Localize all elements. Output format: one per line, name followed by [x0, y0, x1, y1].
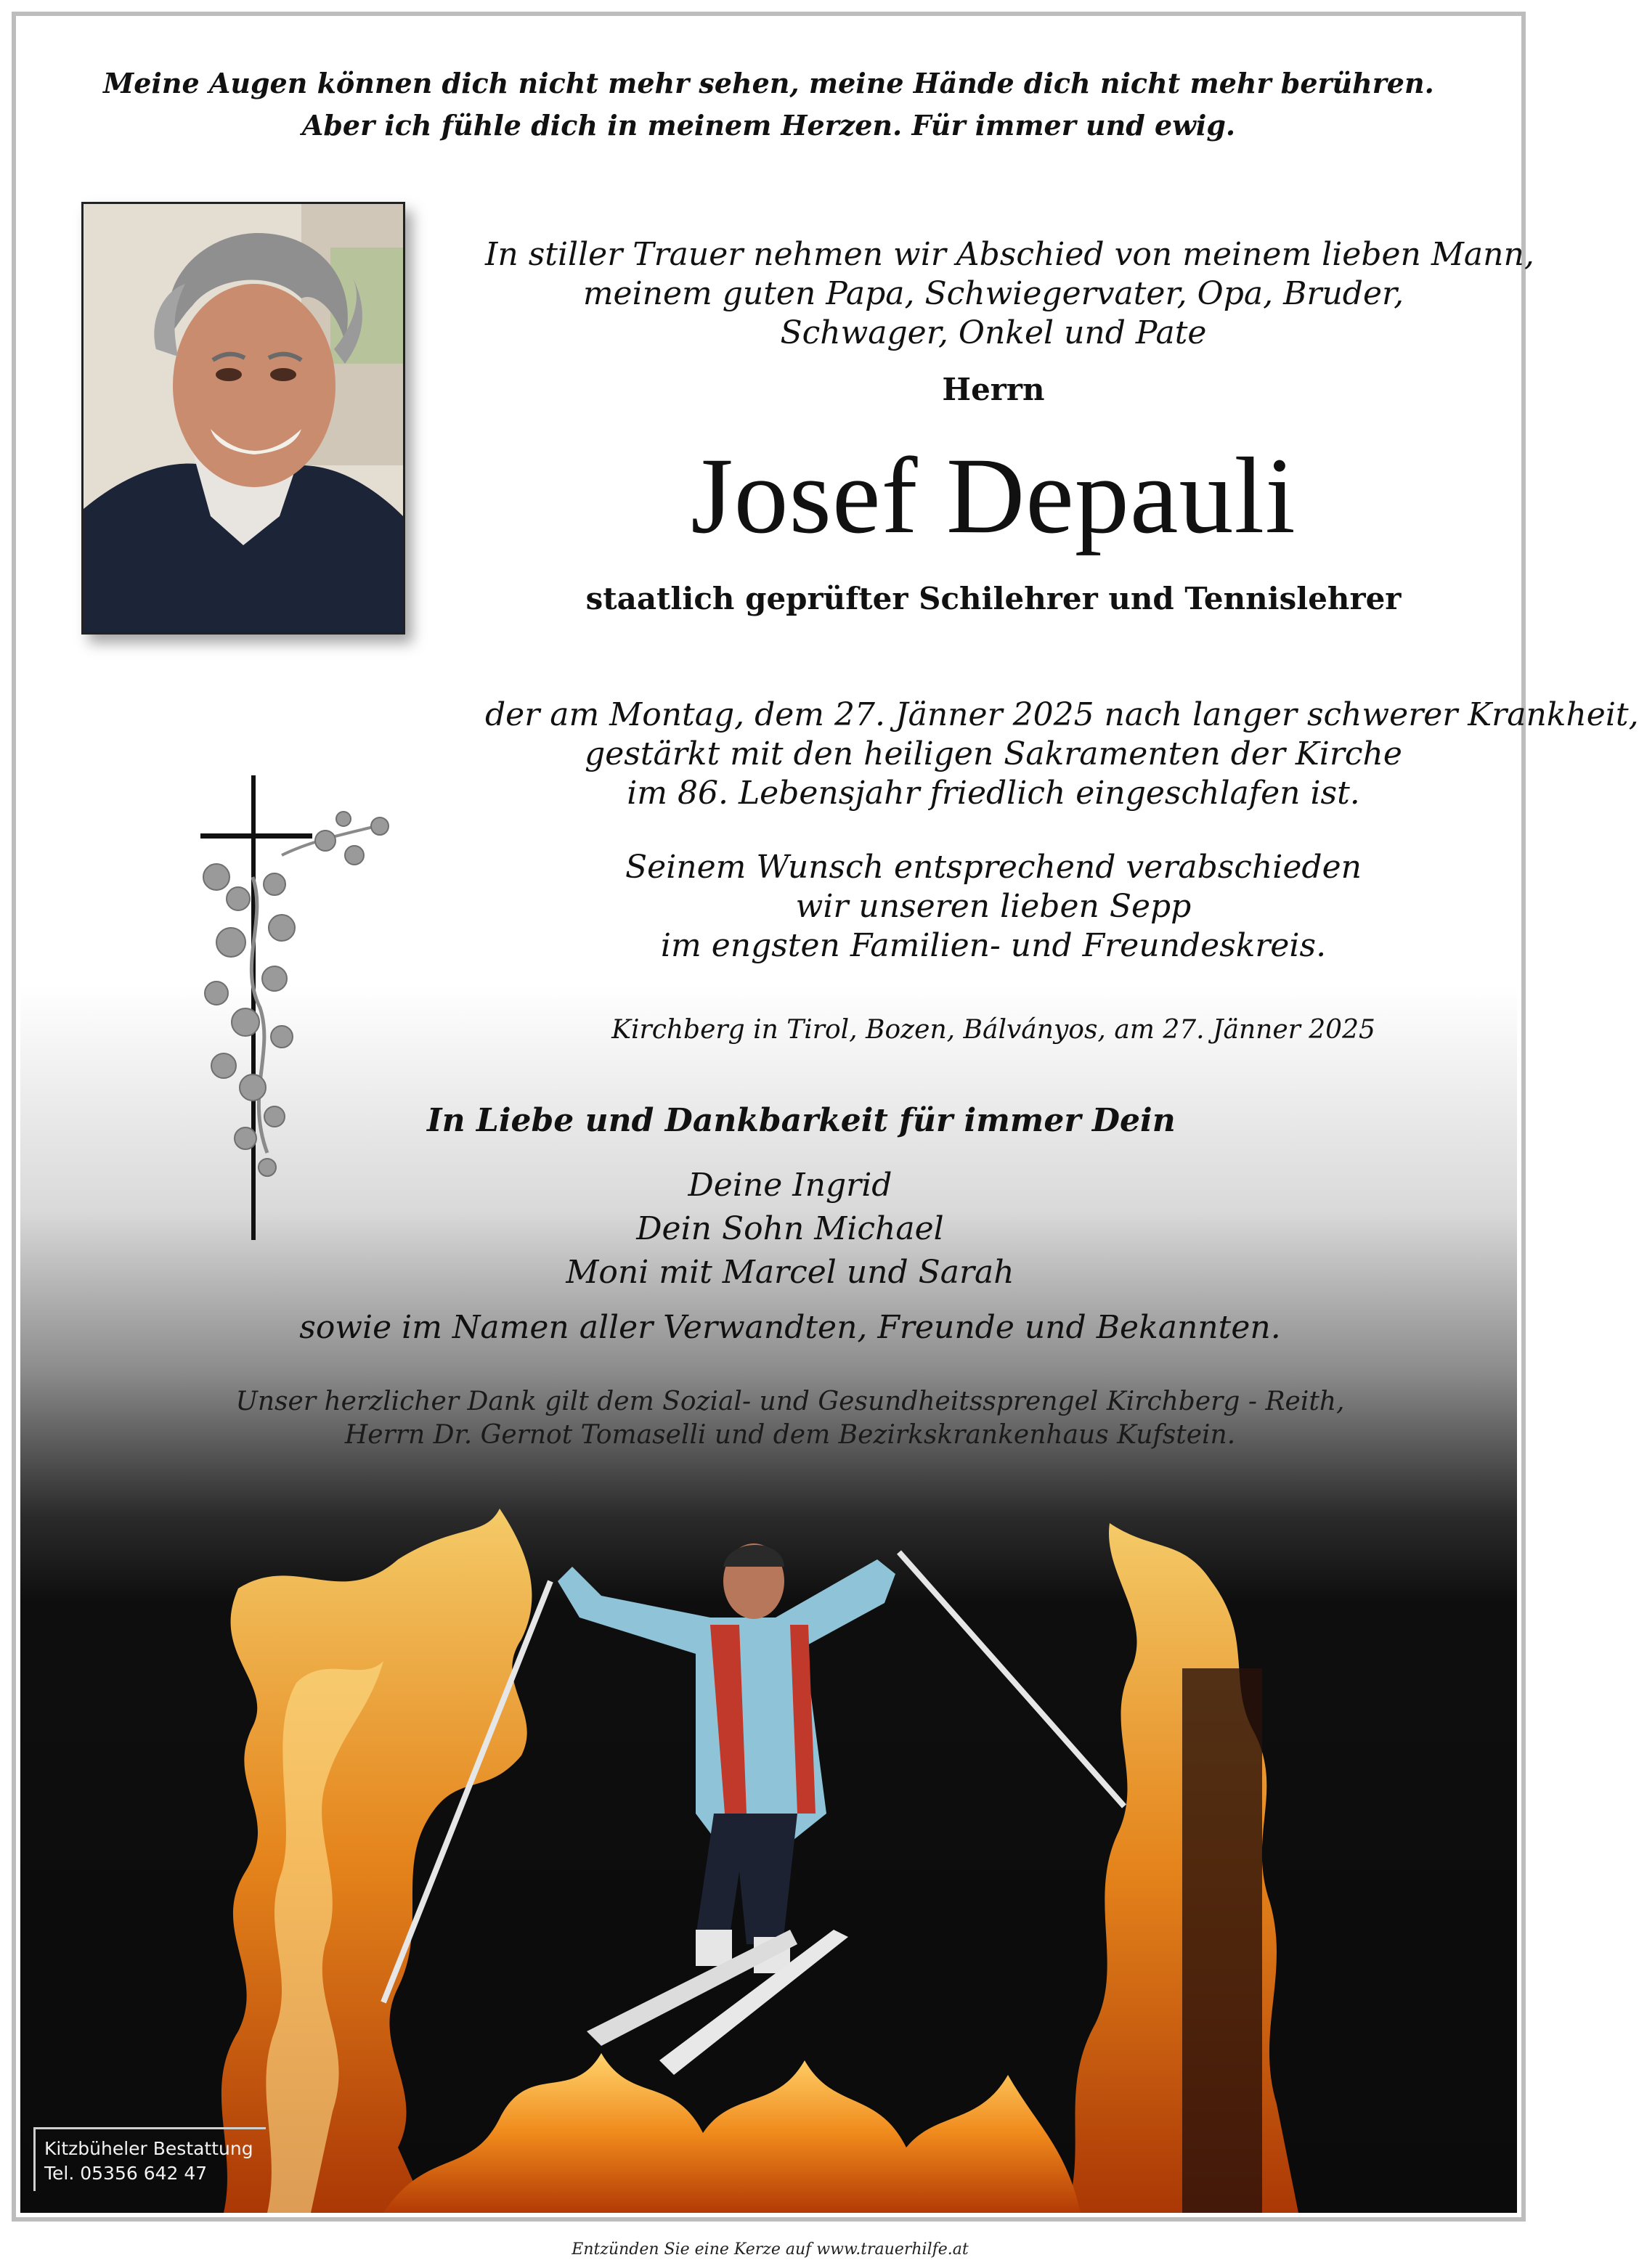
- intro-line: Schwager, Onkel und Pate: [780, 314, 1207, 351]
- place-date: Kirchberg in Tirol, Bozen, Bálványos, am 27. Jänner 2025: [611, 1015, 1375, 1045]
- thanks-line: Unser herzlicher Dank gilt dem Sozial- und Gesundheitssprengel Kirchberg - Reith,: [235, 1387, 1345, 1416]
- farewell-line: im engsten Familien- und Freundeskreis.: [660, 927, 1327, 964]
- portrait-photo: [81, 202, 405, 635]
- farewell-line: wir unseren lieben Sepp: [795, 888, 1192, 925]
- family-member: Deine Ingrid: [688, 1167, 892, 1204]
- ski-fire-photo: [20, 1494, 1517, 2213]
- death-line: im 86. Lebensjahr friedlich eingeschlafen ist.: [627, 775, 1360, 812]
- motto-line: Meine Augen können dich nicht mehr sehen, meine Hände dich nicht mehr berühren.: [103, 67, 1434, 99]
- salutation: Herrn: [942, 372, 1045, 407]
- family-list: [427, 1164, 1153, 1294]
- motto: [20, 62, 1517, 147]
- obituary-card: [20, 20, 1639, 2213]
- funeral-home-phone: Tel. 05356 642 47: [44, 2163, 208, 2184]
- family-member: Dein Sohn Michael: [636, 1210, 944, 1247]
- love-line: In Liebe und Dankbarkeit für immer Dein: [427, 1102, 1176, 1139]
- profession: staatlich geprüfter Schilehrer und Tennislehrer: [585, 581, 1402, 616]
- motto-line: Aber ich fühle dich in meinem Herzen. Für immer und ewig.: [301, 109, 1236, 142]
- intro-text: [485, 235, 1534, 353]
- cross-icon: [187, 775, 427, 1240]
- death-notice: [485, 696, 1639, 813]
- funeral-home-logo: [33, 2127, 266, 2191]
- death-line: gestärkt mit den heiligen Sakramenten der Kirche: [585, 735, 1402, 772]
- footer-candle-link[interactable]: Entzünden Sie eine Kerze auf www.trauerhilfe.at: [572, 2240, 969, 2259]
- farewell-line: Seinem Wunsch entsprechend verabschieden: [625, 849, 1362, 886]
- portrait-illustration: [84, 204, 403, 632]
- thanks-line: Herrn Dr. Gernot Tomaselli und dem Bezirkskrankenhaus Kufstein.: [344, 1420, 1236, 1450]
- family-member: Moni mit Marcel und Sarah: [566, 1254, 1014, 1291]
- funeral-home-name: Kitzbüheler Bestattung: [44, 2138, 253, 2159]
- death-line: der am Montag, dem 27. Jänner 2025 nach langer schwerer Krankheit,: [485, 696, 1639, 733]
- intro-line: In stiller Trauer nehmen wir Abschied von meinem lieben Mann,: [485, 236, 1534, 273]
- deceased-name: Josef Depauli: [691, 436, 1296, 556]
- farewell-text: [485, 848, 1502, 966]
- intro-line: meinem guten Papa, Schwiegervater, Opa, Bruder,: [582, 275, 1404, 312]
- thanks-text: [166, 1385, 1415, 1452]
- relatives-line: sowie im Namen aller Verwandten, Freunde und Bekannten.: [299, 1309, 1281, 1346]
